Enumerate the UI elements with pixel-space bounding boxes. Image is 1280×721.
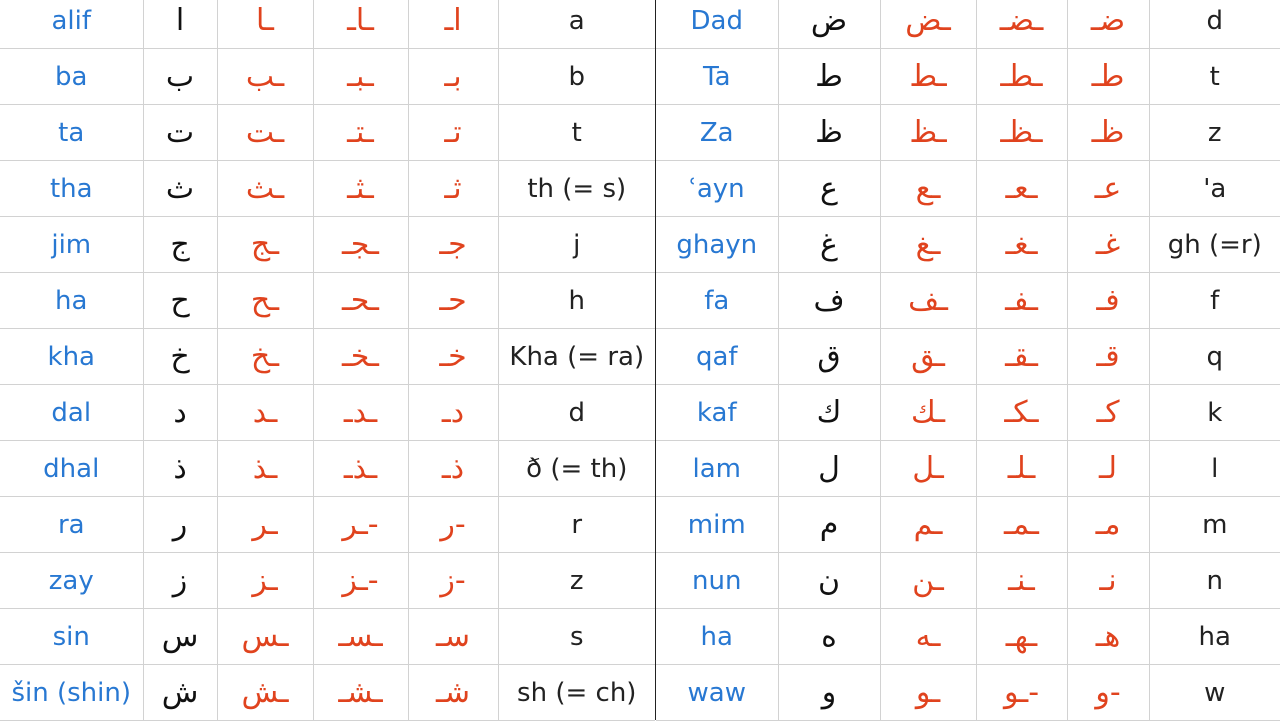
- initial-form: تـ: [408, 105, 498, 161]
- initial-form: قـ: [1067, 329, 1149, 385]
- transliteration: j: [498, 217, 655, 273]
- letter-row: [0, 609, 655, 665]
- transliteration: s: [498, 609, 655, 665]
- medial-form: ـكـ: [976, 385, 1067, 441]
- initial-form: خـ: [408, 329, 498, 385]
- letter-row: [0, 497, 655, 553]
- initial-form: شـ: [408, 665, 498, 721]
- final-form: ـع: [880, 161, 976, 217]
- medial-form: ـثـ: [313, 161, 408, 217]
- letter-row: [656, 553, 1280, 609]
- letter-name: sin: [0, 609, 143, 665]
- transliteration: d: [498, 385, 655, 441]
- letter-name: ta: [0, 105, 143, 161]
- initial-form: حـ: [408, 273, 498, 329]
- final-form: ـز: [217, 553, 313, 609]
- isolated-form: ك: [778, 385, 880, 441]
- medial-form: ـسـ: [313, 609, 408, 665]
- medial-form: ـشـ: [313, 665, 408, 721]
- medial-form: ـبـ: [313, 49, 408, 105]
- transliteration: h: [498, 273, 655, 329]
- letter-row: [0, 161, 655, 217]
- letter-name: qaf: [656, 329, 778, 385]
- medial-form: ـمـ: [976, 497, 1067, 553]
- medial-form: ـهـ: [976, 609, 1067, 665]
- transliteration: t: [1149, 49, 1280, 105]
- medial-form: ـنـ: [976, 553, 1067, 609]
- transliteration: t: [498, 105, 655, 161]
- final-form: ـض: [880, 0, 976, 49]
- letter-row: [0, 0, 655, 49]
- medial-form: ـدـ: [313, 385, 408, 441]
- final-form: ـغ: [880, 217, 976, 273]
- medial-form: ـفـ: [976, 273, 1067, 329]
- isolated-form: ب: [143, 49, 217, 105]
- final-form: ـث: [217, 161, 313, 217]
- isolated-form: ل: [778, 441, 880, 497]
- letter-name: nun: [656, 553, 778, 609]
- letter-name: ra: [0, 497, 143, 553]
- letter-row: [656, 273, 1280, 329]
- initial-form: ظـ: [1067, 105, 1149, 161]
- final-form: ـن: [880, 553, 976, 609]
- transliteration: sh (= ch): [498, 665, 655, 721]
- initial-form: فـ: [1067, 273, 1149, 329]
- isolated-form: ذ: [143, 441, 217, 497]
- medial-form: ـقـ: [976, 329, 1067, 385]
- final-form: ـخ: [217, 329, 313, 385]
- initial-form: مـ: [1067, 497, 1149, 553]
- letter-row: [0, 217, 655, 273]
- medial-form: ـر-: [313, 497, 408, 553]
- letter-row: [656, 105, 1280, 161]
- transliteration: k: [1149, 385, 1280, 441]
- letter-row: [0, 665, 655, 721]
- final-form: ـس: [217, 609, 313, 665]
- letter-row: [0, 273, 655, 329]
- letter-row: [656, 329, 1280, 385]
- transliteration: q: [1149, 329, 1280, 385]
- initial-form: عـ: [1067, 161, 1149, 217]
- isolated-form: ا: [143, 0, 217, 49]
- isolated-form: ض: [778, 0, 880, 49]
- letter-row: [656, 497, 1280, 553]
- initial-form: ر-: [408, 497, 498, 553]
- medial-form: ـو-: [976, 665, 1067, 721]
- letter-row: [656, 665, 1280, 721]
- letter-row: [0, 329, 655, 385]
- final-form: ـذ: [217, 441, 313, 497]
- transliteration: z: [498, 553, 655, 609]
- transliteration: a: [498, 0, 655, 49]
- isolated-form: ر: [143, 497, 217, 553]
- letter-name: ʿayn: [656, 161, 778, 217]
- isolated-form: و: [778, 665, 880, 721]
- isolated-form: غ: [778, 217, 880, 273]
- initial-form: و-: [1067, 665, 1149, 721]
- initial-form: ثـ: [408, 161, 498, 217]
- final-form: ـم: [880, 497, 976, 553]
- isolated-form: م: [778, 497, 880, 553]
- medial-form: ـذـ: [313, 441, 408, 497]
- transliteration: m: [1149, 497, 1280, 553]
- final-form: ـق: [880, 329, 976, 385]
- isolated-form: ف: [778, 273, 880, 329]
- final-form: ـل: [880, 441, 976, 497]
- medial-form: ـطـ: [976, 49, 1067, 105]
- initial-form: نـ: [1067, 553, 1149, 609]
- letter-name: ha: [656, 609, 778, 665]
- letter-name: tha: [0, 161, 143, 217]
- final-form: ـح: [217, 273, 313, 329]
- transliteration: b: [498, 49, 655, 105]
- letter-row: [0, 49, 655, 105]
- letter-name: ba: [0, 49, 143, 105]
- final-form: ـر: [217, 497, 313, 553]
- initial-form: اـ: [408, 0, 498, 49]
- final-form: ـا: [217, 0, 313, 49]
- transliteration: f: [1149, 273, 1280, 329]
- initial-form: ذـ: [408, 441, 498, 497]
- medial-form: ـاـ: [313, 0, 408, 49]
- transliteration: Kha (= ra): [498, 329, 655, 385]
- isolated-form: ق: [778, 329, 880, 385]
- isolated-form: ط: [778, 49, 880, 105]
- isolated-form: ز: [143, 553, 217, 609]
- letter-name: kha: [0, 329, 143, 385]
- transliteration: z: [1149, 105, 1280, 161]
- isolated-form: خ: [143, 329, 217, 385]
- letter-row: [656, 385, 1280, 441]
- letter-row: [656, 441, 1280, 497]
- letter-name: kaf: [656, 385, 778, 441]
- letter-name: dal: [0, 385, 143, 441]
- initial-form: غـ: [1067, 217, 1149, 273]
- letter-row: [0, 105, 655, 161]
- letter-row: [656, 609, 1280, 665]
- medial-form: ـعـ: [976, 161, 1067, 217]
- final-form: ـظ: [880, 105, 976, 161]
- medial-form: ـظـ: [976, 105, 1067, 161]
- transliteration: ha: [1149, 609, 1280, 665]
- medial-form: ـضـ: [976, 0, 1067, 49]
- letter-name: dhal: [0, 441, 143, 497]
- letter-name: waw: [656, 665, 778, 721]
- initial-form: بـ: [408, 49, 498, 105]
- medial-form: ـجـ: [313, 217, 408, 273]
- initial-form: ز-: [408, 553, 498, 609]
- isolated-form: ح: [143, 273, 217, 329]
- initial-form: سـ: [408, 609, 498, 665]
- letter-row: [656, 49, 1280, 105]
- medial-form: ـحـ: [313, 273, 408, 329]
- letter-name: ghayn: [656, 217, 778, 273]
- final-form: ـو: [880, 665, 976, 721]
- isolated-form: ث: [143, 161, 217, 217]
- initial-form: جـ: [408, 217, 498, 273]
- final-form: ـد: [217, 385, 313, 441]
- letter-row: [0, 385, 655, 441]
- isolated-form: ش: [143, 665, 217, 721]
- final-form: ـت: [217, 105, 313, 161]
- letter-name: šin (shin): [0, 665, 143, 721]
- medial-form: ـتـ: [313, 105, 408, 161]
- initial-form: كـ: [1067, 385, 1149, 441]
- transliteration: n: [1149, 553, 1280, 609]
- letter-row: [656, 0, 1280, 49]
- alphabet-table-right: [656, 0, 1280, 721]
- letter-name: Dad: [656, 0, 778, 49]
- final-form: ـك: [880, 385, 976, 441]
- isolated-form: ظ: [778, 105, 880, 161]
- final-form: ـف: [880, 273, 976, 329]
- letter-name: Ta: [656, 49, 778, 105]
- letter-name: alif: [0, 0, 143, 49]
- initial-form: طـ: [1067, 49, 1149, 105]
- initial-form: لـ: [1067, 441, 1149, 497]
- initial-form: ضـ: [1067, 0, 1149, 49]
- final-form: ـج: [217, 217, 313, 273]
- isolated-form: د: [143, 385, 217, 441]
- letter-row: [656, 161, 1280, 217]
- letter-name: lam: [656, 441, 778, 497]
- isolated-form: س: [143, 609, 217, 665]
- final-form: ـب: [217, 49, 313, 105]
- final-form: ـش: [217, 665, 313, 721]
- transliteration: gh (=r): [1149, 217, 1280, 273]
- transliteration: d: [1149, 0, 1280, 49]
- letter-row: [0, 441, 655, 497]
- isolated-form: ت: [143, 105, 217, 161]
- letter-name: zay: [0, 553, 143, 609]
- initial-form: هـ: [1067, 609, 1149, 665]
- isolated-form: ج: [143, 217, 217, 273]
- medial-form: ـلـ: [976, 441, 1067, 497]
- transliteration: ð (= th): [498, 441, 655, 497]
- transliteration: w: [1149, 665, 1280, 721]
- medial-form: ـغـ: [976, 217, 1067, 273]
- isolated-form: ن: [778, 553, 880, 609]
- initial-form: دـ: [408, 385, 498, 441]
- letter-name: mim: [656, 497, 778, 553]
- final-form: ـط: [880, 49, 976, 105]
- isolated-form: ع: [778, 161, 880, 217]
- transliteration: l: [1149, 441, 1280, 497]
- medial-form: ـخـ: [313, 329, 408, 385]
- isolated-form: ه: [778, 609, 880, 665]
- transliteration: th (= s): [498, 161, 655, 217]
- letter-name: jim: [0, 217, 143, 273]
- transliteration: r: [498, 497, 655, 553]
- letter-row: [0, 553, 655, 609]
- medial-form: ـز-: [313, 553, 408, 609]
- transliteration: 'a: [1149, 161, 1280, 217]
- letter-row: [656, 217, 1280, 273]
- letter-name: ha: [0, 273, 143, 329]
- letter-name: fa: [656, 273, 778, 329]
- final-form: ـه: [880, 609, 976, 665]
- letter-name: Za: [656, 105, 778, 161]
